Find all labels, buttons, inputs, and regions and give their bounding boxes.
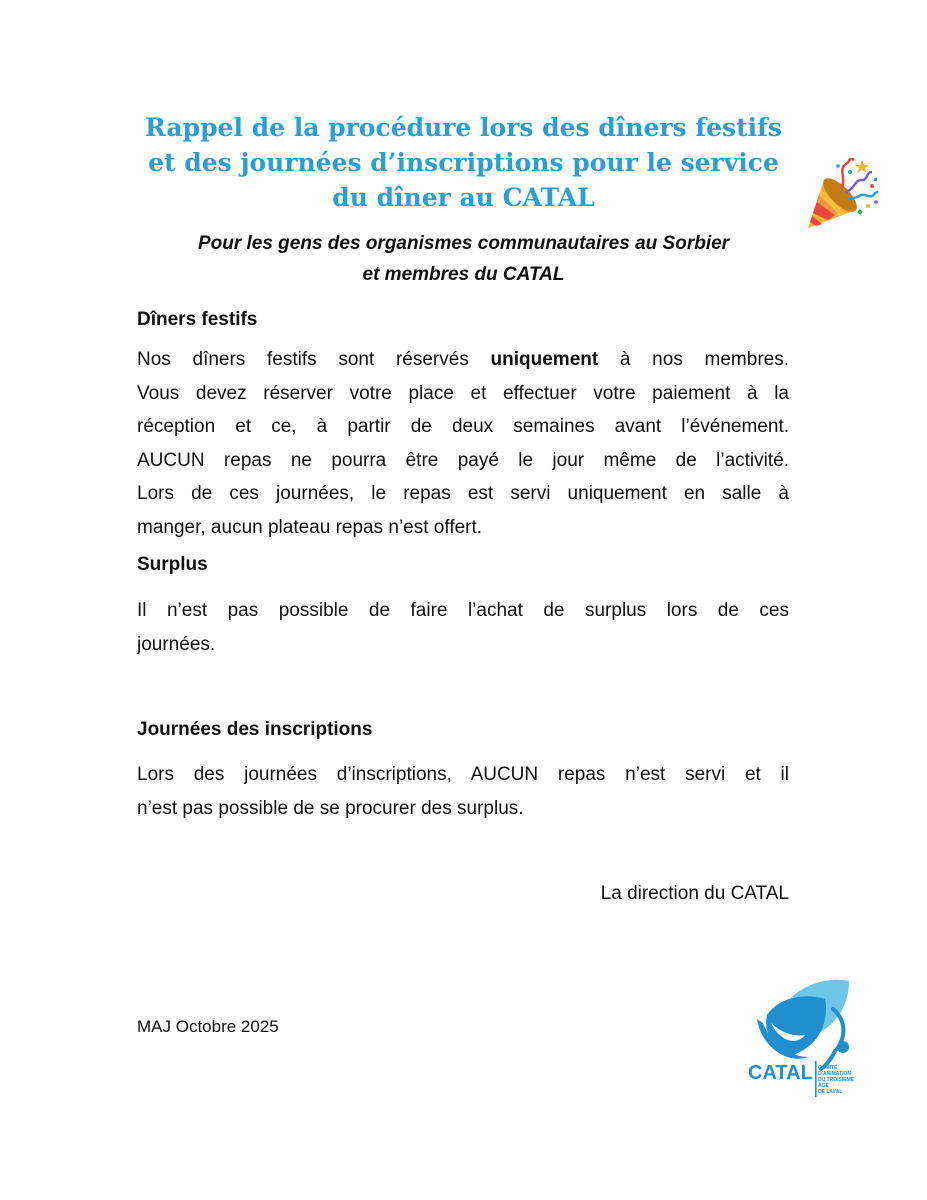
paragraph-line (137, 343, 789, 377)
logo-wordmark: CATAL (748, 1062, 813, 1084)
paragraph-line: Lors de ces journées, le repas est servi uniquement en salle à (137, 483, 789, 504)
paragraph-line: n’est pas possible de se procurer des surplus. (137, 797, 524, 819)
logo-tagline-line: DU TROISIÈME ÂGE (818, 1077, 855, 1089)
paragraph-line: Lors des journées d’inscriptions, AUCUN repas n’est servi et il (137, 764, 789, 785)
page-title (120, 110, 807, 215)
emphasis-text: uniquement (490, 349, 599, 370)
title-line-1: Rappel de la procédure lors des dîners festifs (145, 113, 782, 142)
section-heading-inscriptions: Journées des inscriptions (137, 719, 373, 740)
paragraph-line: manger, aucun plateau repas n’est offert. (137, 516, 483, 538)
title-line-2: et des journées d’inscriptions pour le service (148, 148, 779, 177)
text-run: à nos membres. (598, 349, 789, 370)
subtitle-line-1: Pour les gens des organismes communautaires au Sorbier (197, 233, 730, 254)
title-line-3: du dîner au CATAL (332, 183, 595, 212)
party-popper-icon (802, 158, 880, 232)
logo-tagline (818, 1065, 866, 1095)
logo-tagline-line: DE LAVAL (818, 1089, 843, 1095)
text-run: Nos dîners festifs sont réservés (137, 349, 491, 370)
paragraph-inscriptions (137, 758, 789, 825)
paragraph-line: AUCUN repas ne pourra être payé le jour même de l’activité. (137, 449, 789, 471)
update-date: MAJ Octobre 2025 (137, 1017, 279, 1036)
subtitle-line-2: et membres du CATAL (362, 264, 565, 285)
subtitle (120, 228, 807, 290)
paragraph-line: Il n’est pas possible de faire l’achat de surplus lors de ces (137, 600, 789, 621)
section-heading-surplus: Surplus (137, 554, 208, 575)
paragraph-line: journées. (137, 633, 216, 655)
section-heading-diners: Dîners festifs (137, 309, 258, 330)
signature: La direction du CATAL (600, 883, 789, 904)
logo-tagline-line: COMITÉ D’ANIMATION (818, 1065, 851, 1077)
paragraph-line: Vous devez réserver votre place et effectuer votre paiement à la (137, 382, 789, 404)
paragraph-surplus (137, 594, 789, 661)
paragraph-line: réception et ce, à partir de deux semaines avant l’événement. (137, 416, 789, 437)
paragraph-diners (137, 343, 789, 544)
